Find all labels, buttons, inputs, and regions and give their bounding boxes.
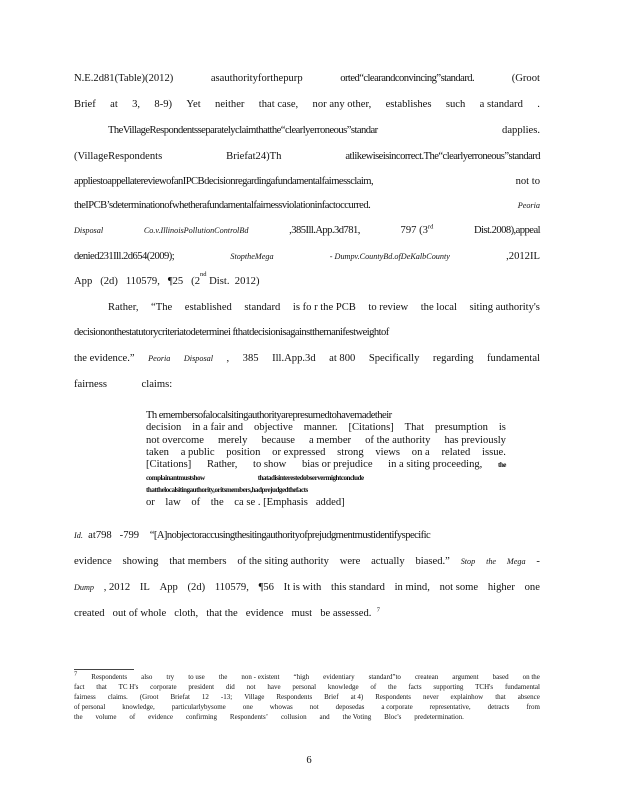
body-line: created out of whole cloth, that the evidence must be assessed. $^7$ (74, 606, 380, 619)
body-line: Brief at 3, 8-9) Yet neither that case, nor any other, establishes such a standard . (74, 99, 540, 110)
body-line: App (2d) 110579, ¶25 (2 nd Dist. 2012) (74, 271, 260, 287)
block-quote-line: [Citations] Rather, to show bias or prejudice in a siting proceeding, the (146, 459, 506, 470)
block-quote-line: thatthelocalsitingauthority,oritsmembers,hadprejudgedthefacts (146, 486, 308, 494)
footnote-line: of personal knowledge, particularlybysome one whowas not deposedas a corporate representative, detracts from (74, 703, 540, 711)
body-line: the evidence.” Peoria Disposal , 385 Ill.App.3d at 800 Specifically regarding fundamental (74, 353, 540, 364)
block-quote-line: or law of the ca se . [Emphasis added] (146, 497, 345, 508)
footnote-line: fairness claims. (Groot Briefat 12 -13; Village Respondents Brief at 4) Respondents never explainhow that absence (74, 693, 540, 701)
page-number: 6 (306, 755, 312, 766)
body-line: Disposal Co.v.IllinoisPollutionControlBd ,385Ill.App.3d781, 797 (3rd Dist.2008),appeal (74, 223, 540, 236)
body-line: Dump , 2012 IL App (2d) 110579, ¶56 It is with this standard in mind, not some higher one (74, 582, 540, 593)
footnote-line: the volume of evidence confirming Respondents’ collusion and the Voting Bloc's predetermination. (74, 713, 464, 721)
block-quote-line: Th emembersofalocalsitingauthorityarepresumedtohavemadetheir (146, 410, 392, 421)
body-line: TheVillageRespondentsseparatelyclaimthatthe“clearlyerroneous”standar dapplies. (108, 125, 540, 136)
body-line: decisiononthestatutorycriteriatodeterminei fthatdecisionisagainstthemanifestweightof (74, 327, 389, 338)
body-line: denied231Ill.2d654(2009); StoptheMega - Dumpv.CountyBd.ofDeKalbCounty ,2012IL (74, 251, 540, 262)
body-line: N.E.2d81(Table)(2012) asauthorityforthepurp orted“clearandconvincing”standard. (Groot (74, 73, 540, 84)
body-line: Id. at798 -799 “[A]nobjectoraccusingthesitingauthorityofprejudgmentmustidentifyspecific (74, 530, 431, 541)
body-line: Rather, “The established standard is fo r the PCB to review the local siting authority's (108, 302, 540, 313)
block-quote-line: decision in a fair and objective manner. [Citations] That presumption is (146, 422, 506, 433)
body-line: theIPCB’sdeterminationofwhetherafundamentalfairnessviolationinfactoccurred. Peoria (74, 200, 540, 211)
footnote-separator (74, 669, 134, 670)
body-line: (VillageRespondents Briefat24)Th atlikewiseisincorrect.The“clearlyerroneous”standard (74, 151, 540, 162)
footnote-reference: 7 (376, 606, 380, 614)
footnote-line: fact that TC H's corporate president did not have personal knowledge of the facts supporting TCH's fundamental (74, 683, 540, 691)
block-quote-line: complainantmustshow thatadisinterestedobservermightconclude (146, 474, 364, 482)
block-quote-line: not overcome merely because a member of the authority has previously (146, 435, 506, 446)
footnote-marker: 7 (74, 670, 78, 678)
body-line: evidence showing that members of the siting authority were actually biased.” Stop the Mega - (74, 556, 540, 567)
block-quote-line: taken a public position or expressed strong views on a related issue. (146, 447, 506, 458)
footnote-line: $^7$ Respondents also try to use the non - existent “high evidentiary standard”to createan argument based on the (74, 670, 540, 681)
body-line: fairness claims: (74, 379, 173, 390)
body-line: appliestoappellatereviewofanIPCBdecisionregardingafundamentalfairnessclaim, not to (74, 176, 540, 187)
